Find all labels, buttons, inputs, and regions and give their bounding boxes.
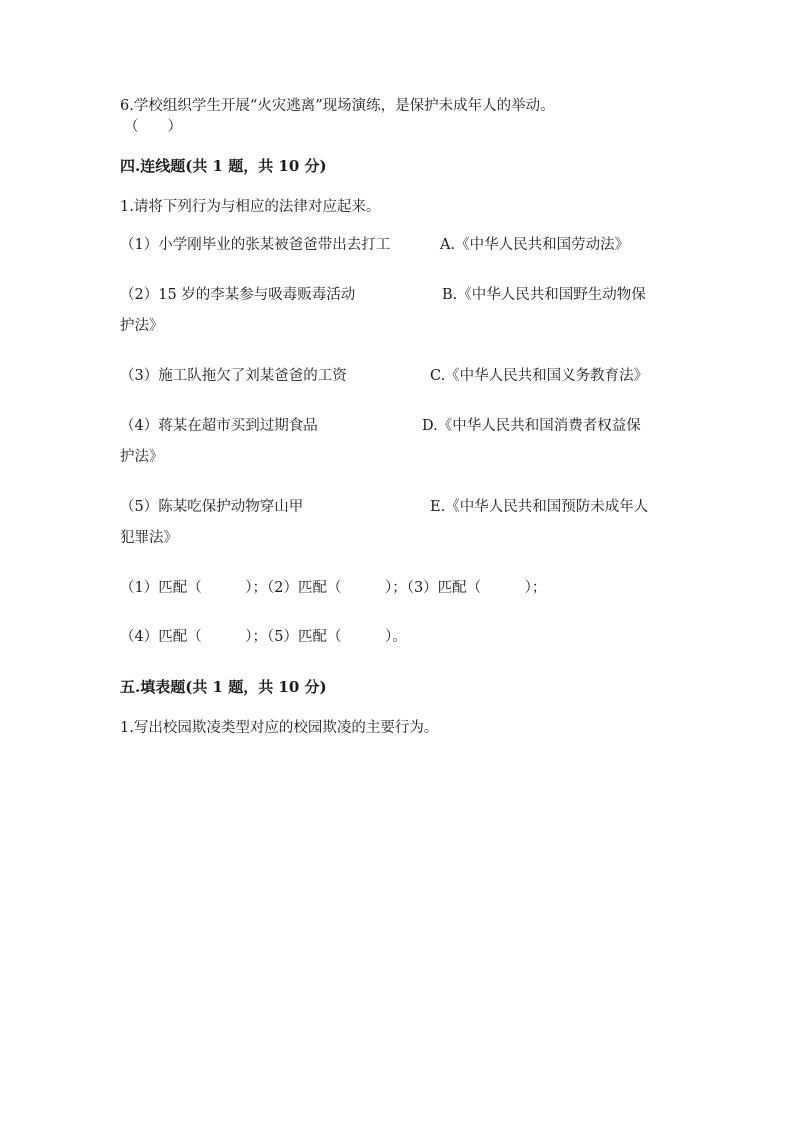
match-right-C: C.《中华人民共和国义务教育法》 [430, 368, 649, 384]
section-4-question: 1.请将下列行为与相应的法律对应起来。 [120, 199, 381, 215]
match-right-A: A.《中华人民共和国劳动法》 [440, 237, 630, 253]
match-right-E: E.《中华人民共和国预防未成年人 [430, 499, 649, 515]
match-right-B-cont: 护法》 [120, 318, 164, 334]
question-6-text: 6.学校组织学生开展“火灾逃离”现场演练，是保护未成年人的举动。 [120, 98, 555, 114]
match-left-1: （1）小学刚毕业的张某被爸爸带出去打工 [120, 237, 391, 253]
match-left-4: （4）蒋某在超市买到过期食品 [120, 418, 318, 434]
match-right-E-cont: 犯罪法》 [120, 530, 178, 546]
match-right-B: B.《中华人民共和国野生动物保 [442, 287, 646, 303]
match-right-D-cont: 护法》 [120, 449, 164, 465]
section-5-question: 1.写出校园欺凌类型对应的校园欺凌的主要行为。 [120, 720, 439, 736]
question-6-blank: （ ） [124, 119, 182, 135]
section-4-heading: 四.连线题(共 1 题，共 10 分) [120, 157, 327, 175]
match-left-3: （3）施工队拖欠了刘某爸爸的工资 [120, 368, 347, 384]
match-left-5: （5）陈某吃保护动物穿山甲 [120, 499, 304, 515]
answer-blanks-row-2: （4）匹配（ ）；（5）匹配（ ）。 [120, 629, 407, 645]
section-5-heading: 五.填表题(共 1 题，共 10 分) [120, 678, 327, 696]
match-left-2: （2）15 岁的李某参与吸毒贩毒活动 [120, 287, 356, 303]
match-right-D: D.《中华人民共和国消费者权益保 [422, 418, 641, 434]
answer-blanks-row-1: （1）匹配（ ）；（2）匹配（ ）；（3）匹配（ ）； [120, 580, 547, 596]
